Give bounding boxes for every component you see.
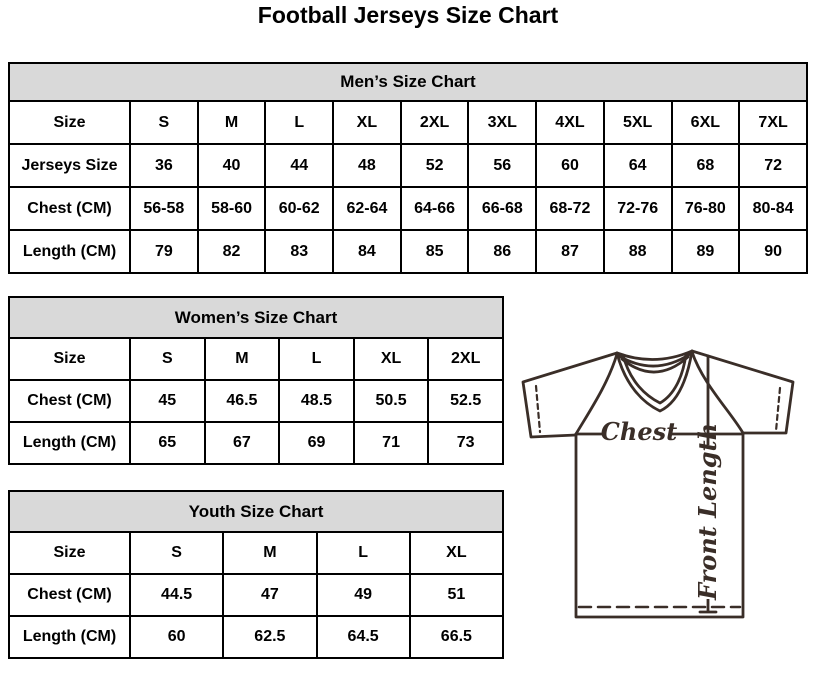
value-cell: 71 (354, 422, 429, 464)
row-header-cell: Size (9, 101, 130, 144)
value-cell: 45 (130, 380, 205, 422)
value-cell: XL (354, 338, 429, 380)
table-row (9, 230, 807, 273)
value-cell: XL (410, 532, 503, 574)
table-row (9, 616, 503, 658)
value-cell: 49 (317, 574, 410, 616)
value-cell: 84 (333, 230, 401, 273)
value-cell: 66.5 (410, 616, 503, 658)
value-cell: M (198, 101, 266, 144)
table-row (9, 532, 503, 574)
value-cell: 5XL (604, 101, 672, 144)
jersey-left-cuff-dashed-line (536, 386, 540, 432)
row-header-cell: Size (9, 532, 130, 574)
page-title: Football Jerseys Size Chart (257, 2, 559, 28)
table-title-row (9, 63, 807, 101)
women-table-title: Women’s Size Chart (9, 297, 503, 338)
value-cell: 68-72 (536, 187, 604, 230)
value-cell: XL (333, 101, 401, 144)
value-cell: 50.5 (354, 380, 429, 422)
front-length-label: Front Length (693, 422, 722, 600)
womens-size-chart-table (8, 296, 504, 465)
value-cell: 86 (468, 230, 536, 273)
row-header-cell: Chest (CM) (9, 574, 130, 616)
value-cell: S (130, 338, 205, 380)
table-row (9, 338, 503, 380)
value-cell: 64 (604, 144, 672, 187)
value-cell: 56 (468, 144, 536, 187)
value-cell: L (265, 101, 333, 144)
value-cell: 69 (279, 422, 354, 464)
chest-label: Chest (600, 417, 678, 446)
value-cell: 80-84 (739, 187, 807, 230)
value-cell: 60-62 (265, 187, 333, 230)
mens-size-chart-table (8, 62, 808, 274)
value-cell: 76-80 (672, 187, 740, 230)
table-title-row (9, 297, 503, 338)
value-cell: 60 (536, 144, 604, 187)
value-cell: 89 (672, 230, 740, 273)
value-cell: 83 (265, 230, 333, 273)
value-cell: L (279, 338, 354, 380)
value-cell: 6XL (672, 101, 740, 144)
row-header-cell: Chest (CM) (9, 187, 130, 230)
value-cell: 82 (198, 230, 266, 273)
value-cell: 2XL (401, 101, 469, 144)
value-cell: M (205, 338, 280, 380)
value-cell: 51 (410, 574, 503, 616)
row-header-cell: Length (CM) (9, 616, 130, 658)
value-cell: 79 (130, 230, 198, 273)
row-header-cell: Length (CM) (9, 422, 130, 464)
table-title-row (9, 491, 503, 532)
value-cell: 7XL (739, 101, 807, 144)
value-cell: 52.5 (428, 380, 503, 422)
value-cell: 85 (401, 230, 469, 273)
table-row (9, 144, 807, 187)
value-cell: 48 (333, 144, 401, 187)
value-cell: 65 (130, 422, 205, 464)
row-header-cell: Chest (CM) (9, 380, 130, 422)
youth-size-chart-table (8, 490, 504, 659)
value-cell: 66-68 (468, 187, 536, 230)
table-row (9, 101, 807, 144)
value-cell: 67 (205, 422, 280, 464)
value-cell: L (317, 532, 410, 574)
value-cell: 62-64 (333, 187, 401, 230)
value-cell: 3XL (468, 101, 536, 144)
value-cell: 47 (223, 574, 316, 616)
table-row (9, 422, 503, 464)
value-cell: S (130, 532, 223, 574)
jersey-measurement-diagram (513, 348, 813, 624)
value-cell: 90 (739, 230, 807, 273)
value-cell: 2XL (428, 338, 503, 380)
value-cell: 44.5 (130, 574, 223, 616)
value-cell: 73 (428, 422, 503, 464)
value-cell: 58-60 (198, 187, 266, 230)
value-cell: 40 (198, 144, 266, 187)
row-header-cell: Length (CM) (9, 230, 130, 273)
table-row (9, 187, 807, 230)
table-row (9, 380, 503, 422)
value-cell: 87 (536, 230, 604, 273)
value-cell: 52 (401, 144, 469, 187)
value-cell: 68 (672, 144, 740, 187)
value-cell: 4XL (536, 101, 604, 144)
value-cell: 44 (265, 144, 333, 187)
value-cell: 48.5 (279, 380, 354, 422)
value-cell: 56-58 (130, 187, 198, 230)
value-cell: 64-66 (401, 187, 469, 230)
value-cell: 46.5 (205, 380, 280, 422)
value-cell: 64.5 (317, 616, 410, 658)
value-cell: S (130, 101, 198, 144)
value-cell: 36 (130, 144, 198, 187)
row-header-cell: Jerseys Size (9, 144, 130, 187)
row-header-cell: Size (9, 338, 130, 380)
value-cell: 62.5 (223, 616, 316, 658)
value-cell: M (223, 532, 316, 574)
table-row (9, 574, 503, 616)
jersey-right-cuff-dashed-line (776, 388, 780, 431)
value-cell: 72 (739, 144, 807, 187)
youth-table-title: Youth Size Chart (9, 491, 503, 532)
men-table-title: Men’s Size Chart (9, 63, 807, 101)
value-cell: 88 (604, 230, 672, 273)
value-cell: 60 (130, 616, 223, 658)
value-cell: 72-76 (604, 187, 672, 230)
